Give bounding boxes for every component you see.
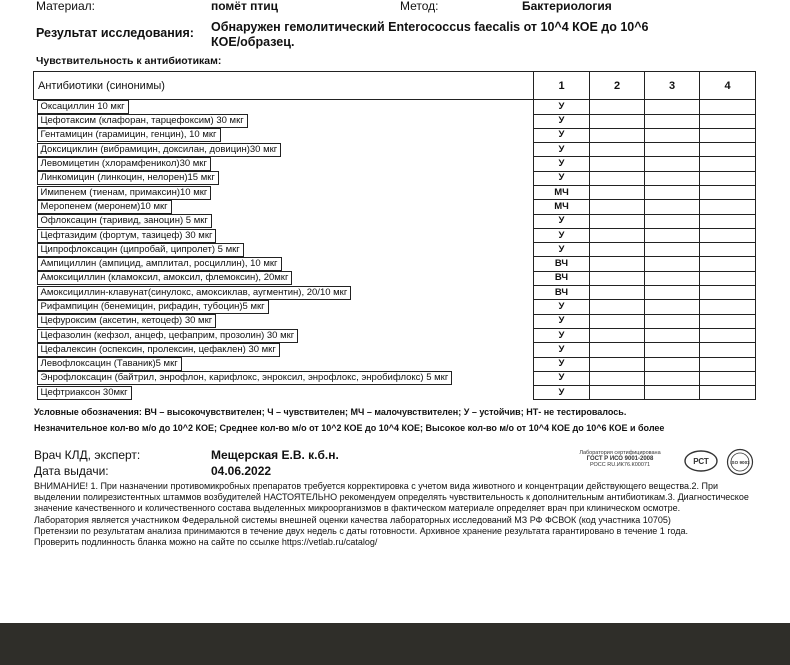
result-cell-2: [590, 314, 645, 328]
result-cell-2: [590, 200, 645, 214]
result-cell-1: У: [534, 314, 590, 328]
antibiotic-name: Имипенем (тиенам, примаксин)10 мкг: [37, 186, 212, 200]
result-cell-2: [590, 343, 645, 357]
result-cell-4: [700, 171, 756, 185]
table-row: [34, 114, 756, 128]
result-cell-2: [590, 271, 645, 285]
antibiotic-name: Рифампицин (бенемицин, рифадин, тубоцин)5 мкг: [37, 300, 269, 314]
result-cell-4: [700, 343, 756, 357]
result-cell-3: [645, 343, 700, 357]
notes-block: [34, 481, 764, 548]
notes-verify: Проверить подлинность бланка можно на сайте по ссылке https://vetlab.ru/catalog/: [34, 537, 378, 548]
antibiotic-name: Левофлоксацин (Таваник)5 мкг: [37, 357, 182, 371]
result-cell-3: [645, 357, 700, 371]
table-row: [34, 200, 756, 214]
date-label: Дата выдачи:: [34, 464, 109, 478]
notes-claims: Претензии по результатам анализа принимаются в течение двух недель с даты готовности. Архивное хранение результата гарантировано в течение 1 года.: [34, 525, 688, 536]
column-header: 2: [590, 72, 645, 100]
antibiotic-name: Левомицетин (хлорамфеникол)30 мкг: [37, 157, 211, 171]
antibiotic-name-cell: [34, 200, 534, 214]
antibiotic-name-cell: [34, 214, 534, 228]
antibiotic-name: Цефтазидим (фортум, тазицеф) 30 мкг: [37, 229, 217, 243]
cert-line-2: ГОСТ Р ИСО 9001-2008: [586, 456, 654, 462]
result-cell-2: [590, 214, 645, 228]
result-cell-2: [590, 371, 645, 385]
result-cell-4: [700, 371, 756, 385]
certification-block: [570, 450, 670, 468]
result-cell-2: [590, 228, 645, 242]
result-cell-3: [645, 243, 700, 257]
antibiotic-name-cell: [34, 257, 534, 271]
table-row: [34, 357, 756, 371]
rst-certification-logo: [683, 449, 719, 473]
result-cell-1: У: [534, 328, 590, 342]
antibiotic-table: [33, 71, 756, 400]
result-cell-3: [645, 257, 700, 271]
doctor-value: Мещерская Е.В. к.б.н.: [211, 448, 339, 462]
result-cell-4: [700, 257, 756, 271]
table-row: [34, 228, 756, 242]
antibiotic-name: Амоксициллин (кламоксил, амоксил, флемоксин), 20мкг: [37, 271, 293, 285]
result-cell-1: ВЧ: [534, 257, 590, 271]
result-cell-4: [700, 243, 756, 257]
antibiotic-name-cell: [34, 100, 534, 115]
result-cell-3: [645, 314, 700, 328]
antibiotic-name-cell: [34, 228, 534, 242]
table-row: [34, 128, 756, 142]
result-cell-3: [645, 371, 700, 385]
antibiotic-name-cell: [34, 143, 534, 157]
table-row: [34, 371, 756, 385]
result-cell-2: [590, 386, 645, 400]
antibiotic-name: Цефуроксим (аксетин, кетоцеф) 30 мкг: [37, 314, 217, 328]
antibiotic-name: Доксициклин (вибрамицин, доксилан, довицин)30 мкг: [37, 143, 282, 157]
column-header: 3: [645, 72, 700, 100]
result-cell-1: У: [534, 143, 590, 157]
table-row: [34, 143, 756, 157]
table-row: [34, 286, 756, 300]
result-cell-4: [700, 228, 756, 242]
result-cell-1: У: [534, 128, 590, 142]
table-row: [34, 300, 756, 314]
result-cell-2: [590, 300, 645, 314]
column-header: 4: [700, 72, 756, 100]
iso-certification-logo: [726, 448, 754, 476]
table-row: [34, 214, 756, 228]
antibiotic-name-cell: [34, 128, 534, 142]
result-cell-3: [645, 185, 700, 199]
result-value: Обнаружен гемолитический Enterococcus faecalis от 10^4 КОЕ до 10^6 КОЕ/образец.: [211, 20, 649, 49]
result-cell-4: [700, 300, 756, 314]
antibiotic-name-cell: [34, 328, 534, 342]
result-cell-2: [590, 171, 645, 185]
result-cell-4: [700, 328, 756, 342]
result-cell-3: [645, 386, 700, 400]
antibiotic-name: Оксациллин 10 мкг: [37, 100, 129, 114]
material-label: Материал:: [36, 0, 95, 13]
notes-warning: ВНИМАНИЕ! 1. При назначении противомикробных препаратов требуется корректировка с учетом вида животного и концентрации действующего вещества.2. При выделении полирезистентных штаммов возбудителей НАСТОЯТЕЛЬНО рекомендуем определять чувствительность к дополнительным антибиотикам.3. Диагностическое значение качественного и количественного состава выделенных микроорганизмов в фактическом материале определяет врач при клиническом осмотре.: [34, 481, 749, 514]
result-cell-1: У: [534, 386, 590, 400]
result-cell-3: [645, 228, 700, 242]
result-cell-4: [700, 386, 756, 400]
result-cell-1: У: [534, 100, 590, 115]
result-cell-1: У: [534, 114, 590, 128]
result-cell-4: [700, 114, 756, 128]
result-cell-1: ВЧ: [534, 271, 590, 285]
table-row: [34, 314, 756, 328]
antibiotic-name-cell: [34, 171, 534, 185]
iso-mark-text: ISO 9001: [730, 460, 750, 465]
result-cell-4: [700, 200, 756, 214]
result-cell-4: [700, 157, 756, 171]
antibiotic-name: Цефотаксим (клафоран, тарцефоксим) 30 мкг: [37, 114, 248, 128]
result-cell-2: [590, 243, 645, 257]
antibiotic-name-cell: [34, 286, 534, 300]
result-cell-4: [700, 271, 756, 285]
result-cell-1: У: [534, 214, 590, 228]
result-cell-3: [645, 214, 700, 228]
result-cell-3: [645, 157, 700, 171]
antibiotic-name-cell: [34, 271, 534, 285]
result-cell-4: [700, 185, 756, 199]
result-cell-2: [590, 357, 645, 371]
result-cell-3: [645, 114, 700, 128]
result-cell-1: У: [534, 171, 590, 185]
table-row: [34, 100, 756, 115]
result-cell-2: [590, 114, 645, 128]
result-cell-4: [700, 143, 756, 157]
method-label: Метод:: [400, 0, 439, 13]
antibiotic-name-cell: [34, 157, 534, 171]
result-cell-3: [645, 128, 700, 142]
table-row: [34, 386, 756, 400]
result-cell-4: [700, 100, 756, 115]
result-cell-1: МЧ: [534, 185, 590, 199]
antibiotic-name: Офлоксацин (таривид, заноцин) 5 мкг: [37, 214, 212, 228]
material-value: помёт птиц: [211, 0, 279, 13]
result-cell-1: У: [534, 371, 590, 385]
result-label: Результат исследования:: [36, 26, 194, 40]
antibiotic-name: Меропенем (меронем)10 мкг: [37, 200, 172, 214]
result-cell-1: У: [534, 357, 590, 371]
method-value: Бактериология: [522, 0, 612, 13]
table-row: [34, 243, 756, 257]
result-cell-2: [590, 286, 645, 300]
table-row: [34, 328, 756, 342]
cert-line-1: Лаборатория сертифицирована: [579, 450, 661, 456]
table-row: [34, 257, 756, 271]
result-cell-1: ВЧ: [534, 286, 590, 300]
antibiotic-name: Цефалексин (оспексин, пролексин, цефаклен) 30 мкг: [37, 343, 280, 357]
result-cell-4: [700, 214, 756, 228]
doctor-label: Врач КЛД, эксперт:: [34, 448, 141, 462]
antibiotic-name: Гентамицин (гарамицин, генцин), 10 мкг: [37, 128, 221, 142]
result-cell-2: [590, 185, 645, 199]
antibiotic-name: Цефазолин (кефзол, анцеф, цефаприм, прозолин) 30 мкг: [37, 329, 299, 343]
result-cell-2: [590, 157, 645, 171]
column-header: 1: [534, 72, 590, 100]
antibiotic-name-cell: [34, 114, 534, 128]
result-cell-2: [590, 143, 645, 157]
result-cell-4: [700, 357, 756, 371]
result-cell-3: [645, 200, 700, 214]
antibiotic-name-cell: [34, 185, 534, 199]
result-cell-2: [590, 128, 645, 142]
result-cell-3: [645, 171, 700, 185]
result-cell-2: [590, 257, 645, 271]
antibiotic-name: Амоксициллин-клавунат(синулокс, амоксиклав, аугментин), 20/10 мкг: [37, 286, 352, 300]
antibiotic-name-cell: [34, 357, 534, 371]
result-cell-1: МЧ: [534, 200, 590, 214]
result-cell-1: У: [534, 157, 590, 171]
result-cell-4: [700, 286, 756, 300]
result-cell-1: У: [534, 243, 590, 257]
table-row: [34, 171, 756, 185]
antibiotic-name: Энрофлоксацин (байтрил, энрофлон, карифлокс, энроксил, энрофлокс, энробифлокс) 5 мкг: [37, 371, 453, 385]
date-value: 04.06.2022: [211, 464, 272, 478]
result-cell-4: [700, 314, 756, 328]
result-cell-3: [645, 143, 700, 157]
sensitivity-title: Чувствительность к антибиотикам:: [36, 55, 222, 67]
background-band: [0, 623, 790, 665]
antibiotic-name: Линкомицин (линкоцин, нелорен)15 мкг: [37, 171, 219, 185]
antibiotic-name: Ципрофлоксацин (ципробай, ципролет) 5 мкг: [37, 243, 244, 257]
antibiotic-name-cell: [34, 386, 534, 400]
result-cell-3: [645, 300, 700, 314]
table-row: [34, 185, 756, 199]
notes-fsvok: Лаборатория является участником Федеральной системы внешней оценки качества лабораторных исследований МЗ РФ ФСВОК (код участника 10705): [34, 514, 671, 525]
rst-mark-text: РСТ: [693, 457, 709, 466]
antibiotic-name-cell: [34, 300, 534, 314]
antibiotic-name: Ампициллин (ампицид, амплитал, росциллин), 10 мкг: [37, 257, 282, 271]
table-row: [34, 343, 756, 357]
result-cell-1: У: [534, 228, 590, 242]
result-cell-2: [590, 328, 645, 342]
result-cell-4: [700, 128, 756, 142]
result-cell-2: [590, 100, 645, 115]
legend-line-2: Незначительное кол-во м/о до 10^2 КОЕ; Среднее кол-во м/о от 10^2 КОЕ до 10^4 КОЕ; Высокое кол-во м/о от 10^4 КОЕ до 10^6 КОЕ и более: [34, 423, 665, 433]
result-cell-3: [645, 286, 700, 300]
legend-line-1: Условные обозначения: ВЧ – высокочувствителен; Ч – чувствителен; МЧ – малочувствителен; У – устойчив; НТ- не тестировалось.: [34, 407, 627, 417]
antibiotics-header: Антибиотики (синонимы): [34, 72, 534, 100]
result-cell-1: У: [534, 300, 590, 314]
result-cell-3: [645, 328, 700, 342]
table-header-row: [34, 72, 756, 100]
antibiotic-name-cell: [34, 371, 534, 385]
antibiotic-name-cell: [34, 343, 534, 357]
result-cell-1: У: [534, 343, 590, 357]
result-cell-3: [645, 100, 700, 115]
antibiotic-name-cell: [34, 243, 534, 257]
table-row: [34, 157, 756, 171]
antibiotic-name: Цефтриаксон 30мкг: [37, 386, 132, 400]
cert-line-3: РОСС RU.ИК76.К00071: [589, 462, 651, 468]
antibiotic-name-cell: [34, 314, 534, 328]
table-row: [34, 271, 756, 285]
result-cell-3: [645, 271, 700, 285]
